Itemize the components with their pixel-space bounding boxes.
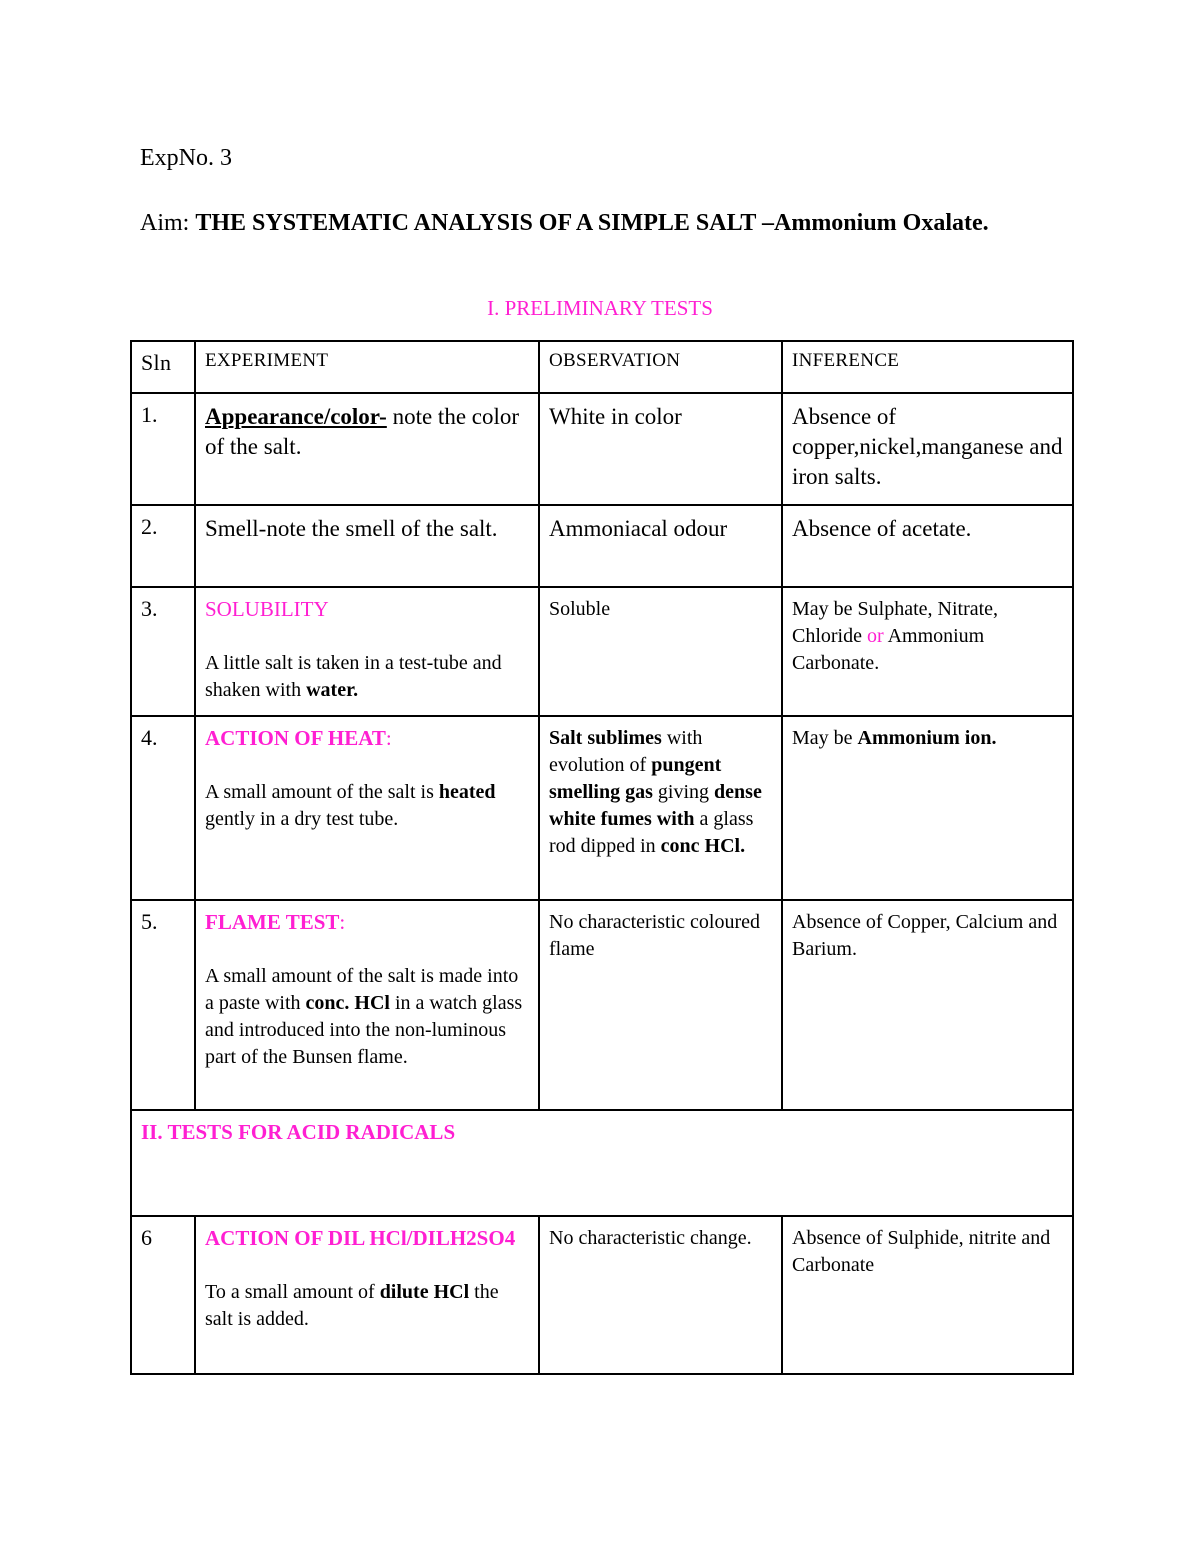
column-header-sln: Sln — [131, 341, 195, 393]
inference-cell: May be Ammonium ion. — [782, 716, 1073, 900]
table-row — [131, 1216, 1073, 1374]
observation-cell: Soluble — [539, 587, 782, 716]
experiment-heading: FLAME TEST: — [205, 910, 346, 934]
experiment-number: ExpNo. 3 — [140, 145, 232, 171]
inference-cell: Absence of Copper, Calcium and Barium. — [782, 900, 1073, 1110]
observation-cell: No characteristic coloured flame — [539, 900, 782, 1110]
inference-text-end: Ammonium Carbonate. — [792, 625, 985, 674]
experiment-heading: ACTION OF DIL HCl/DILH2SO4 — [205, 1226, 516, 1250]
observation-cell: Salt sublimes with evolution of pungent smelling gas giving dense white fumes with a glass rod dipped in conc HCl. — [539, 716, 782, 900]
observation-cell: No characteristic change. — [539, 1216, 782, 1374]
row-number: 2. — [131, 505, 195, 587]
experiment-text: To a small amount of — [205, 1281, 380, 1303]
experiment-text-end: gently in a dry test tube. — [205, 808, 399, 830]
row-number: 1. — [131, 393, 195, 505]
experiment-emphasis: dilute HCl — [379, 1281, 470, 1303]
inference-cell — [782, 587, 1073, 716]
column-header-experiment: EXPERIMENT — [195, 341, 539, 393]
table-row — [131, 900, 1073, 1110]
experiment-emphasis: heated — [438, 781, 496, 803]
aim-statement — [140, 207, 1040, 239]
table-row — [131, 587, 1073, 716]
table-row — [131, 505, 1073, 587]
inference-cell: Absence of Sulphide, nitrite and Carbonate — [782, 1216, 1073, 1374]
inference-or: or — [867, 625, 884, 647]
table-header-row — [131, 341, 1073, 393]
experiment-heading: SOLUBILITY — [205, 597, 329, 621]
section-cell — [131, 1110, 1073, 1216]
column-header-observation: OBSERVATION — [539, 341, 782, 393]
experiment-text-end: the salt is added. — [205, 1281, 499, 1330]
section-title-preliminary: I. PRELIMINARY TESTS — [487, 296, 713, 320]
aim-label: Aim: — [140, 210, 190, 236]
row-number: 6 — [131, 1216, 195, 1374]
aim-text: THE SYSTEMATIC ANALYSIS OF A SIMPLE SALT –Ammonium Oxalate. — [195, 210, 989, 236]
table-row — [131, 716, 1073, 900]
experiment-text: A small amount of the salt is — [205, 781, 439, 803]
experiment-text: A little salt is taken in a test-tube and shaken with — [205, 652, 502, 701]
section-title-acid-radicals: II. TESTS FOR ACID RADICALS — [141, 1120, 456, 1144]
experiment-text: A small amount of the salt is made into a paste with — [205, 965, 519, 1014]
row-number: 4. — [131, 716, 195, 900]
row-number: 5. — [131, 900, 195, 1110]
observation-cell: White in color — [539, 393, 782, 505]
experiment-heading: ACTION OF HEAT: — [205, 726, 392, 750]
experiment-text-end: in a watch glass and introduced into the non-luminous part of the Bunsen flame. — [205, 992, 523, 1068]
experiment-heading: Appearance/color- — [205, 404, 387, 429]
analysis-table — [130, 340, 1074, 1375]
experiment-cell — [195, 1216, 539, 1374]
inference-text: May be Sulphate, Nitrate, Chloride — [792, 598, 999, 647]
observation-cell: Ammoniacal odour — [539, 505, 782, 587]
experiment-emphasis: water. — [306, 679, 359, 701]
inference-cell: Absence of acetate. — [782, 505, 1073, 587]
experiment-cell: Smell-note the smell of the salt. — [195, 505, 539, 587]
experiment-cell — [195, 393, 539, 505]
table-row — [131, 393, 1073, 505]
experiment-cell — [195, 716, 539, 900]
experiment-cell — [195, 587, 539, 716]
inference-cell: Absence of copper,nickel,manganese and iron salts. — [782, 393, 1073, 505]
section-row-acid-radicals — [131, 1110, 1073, 1216]
experiment-emphasis: conc. HCl — [305, 992, 390, 1014]
column-header-inference: INFERENCE — [782, 341, 1073, 393]
experiment-text: note the color of the salt. — [205, 404, 520, 459]
experiment-cell — [195, 900, 539, 1110]
row-number: 3. — [131, 587, 195, 716]
